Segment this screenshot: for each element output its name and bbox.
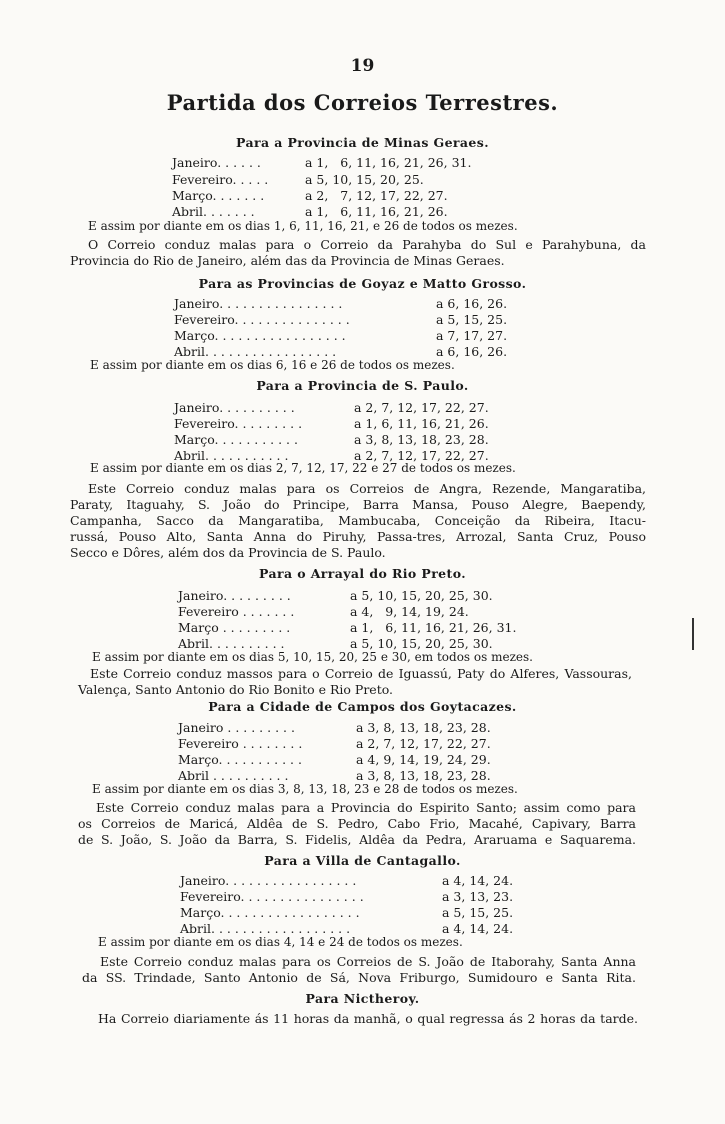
schedule-note: E assim por diante em os dias 5, 10, 15, 20, 25 e 30, em todos os mezes. [92, 650, 533, 664]
heading-minas-geraes: Para a Provincia de Minas Geraes. [236, 135, 489, 150]
paragraph-line: Este Correio conduz malas para os Correios de S. João de Itaborahy, Santa Anna [100, 954, 636, 969]
schedule-note: E assim por diante em os dias 6, 16 e 26 de todos os mezes. [90, 358, 455, 372]
page-number: 19 [350, 56, 375, 76]
book-page: 19 Partida dos Correios Terrestres. Para a Provincia de Minas Geraes. Janeiro. . . . . . a 1, 6, 11, 16, 21, 26, 31. Fevereiro. . . . . a 5, 10, 15, 20, 25. Março. . . . . . . a 2, 7, 12, 17, 22, 27. Abril. . . . . . . a 1, 6, 11, 16, 21, 26. E assim por diante em os dias 1, 6, 11, 16, 21, e 26 de todos os mezes. O Correio conduz malas para o Correio da Parahyba do Sul e Parahybuna, da Provincia do Rio de Janeiro, além das da Provincia de Minas Geraes. Para as Provincias de Goyaz e Matto Grosso. Janeiro. . . . . . . . . . . . . . . . a 6, 16, 26. Fevereiro. . . . . . . . . . . . . . . a 5, 15, 25. Março. . . . . . . . . . . . . . . . . a 7, 17, 27. Abril. . . . . . . . . . . . . . . . . a 6, 16, 26. E assim por diante em os dias 6, 16 e 26 de todos os mezes. Para a Provincia de S. Paulo. Janeiro. . . . . . . . . . a 2, 7, 12, 17, 22, 27. Fevereiro. . . . . . . . . a 1, 6, 11, 16, 21, 26. Março. . . . . . . . . . . a 3, 8, 13, 18, 23, 28. Abril. . . . . . . . . . . a 2, 7, 12, 17, 22, 27. E assim por diante em os dias 2, 7, 12, 17, 22 e 27 de todos os mezes. Este Correio conduz malas para os Correios de Angra, Rezende, Mangaratiba, Paraty, Itaguahy, S. João do Principe, Barra Mansa, Pouso Alegre, Baependy, Campanha, Sacco da Mangaratiba, Mambucaba, Conceição da Ribeira, Itacu- russá, Pouso Alto, Santa Anna do Piruhy, Passa-tres, Arrozal, Santa Cruz, Pouso Secco e Dôres, além dos da Provincia de S. Paulo. Para o Arrayal do Rio Preto. Janeiro. . . . . . . . . a 5, 10, 15, 20, 25, 30. Fevereiro . . . . . . . a 4, 9, 14, 19, 24. Março . . . . . . . . . a 1, 6, 11, 16, 21, 26, 31. Abril. . . . . . . . . . a 5, 10, 15, 20, 25, 30. E assim por diante em os dias 5, 10, 15, 20, 25 e 30, em todos os mezes. Este Correio conduz massos para o Correio de Iguassú, Paty do Alferes, Vassouras, Valença, Santo Antonio do Rio Bonito e Rio Preto. Para a Cidade de Campos dos Goytacazes. Janeiro . . . . . . . . . a 3, 8, 13, 18, 23, 28. Fevereiro . . . . . . . . a 2, 7, 12, 17, 22, 27. Março. . . . . . . . . . . a 4, 9, 14, 19, 24, 29. Abril . . . . . . . . . . a 3, 8, 13, 18, 23, 28. E assim por diante em os dias 3, 8, 13, 18, 23 e 28 de todos os mezes. Este Correio conduz malas para a Provincia do Espirito Santo; assim como para os Correios de Maricá, Aldêa de S. Pedro, Cabo Frio, Macahé, Capivary, Barra de S. João, S. João da Barra, S. Fidelis, Aldêa da Pedra, Araruama e Saquarema. Para a Villa de Cantagallo. Janeiro. . . . . . . . . . . . . . . . . a 4, 14, 24. Fevereiro. . . . . . . . . . . . . . . . a 3, 13, 23. Março. . . . . . . . . . . . . . . . . . a 5, 15, 25. Abril. . . . . . . . . . . . . . . . . . a 4, 14, 24. E assim por diante em os dias 4, 14 e 24 de todos os mezes. Este Correio conduz malas para os Correios de S. João de Itaborahy, Santa Anna da SS. Trindade, Santo Antonio de Sá, Nova Friburgo, Sumidouro e Santa Rita. Para Nictheroy. Ha Correio diariamente ás 11 horas da manhã, o qual regressa ás 2 horas da tarde. [0, 0, 725, 1124]
schedule-note: E assim por diante em os dias 1, 6, 11, 16, 21, e 26 de todos os mezes. [88, 219, 518, 233]
paragraph-line: Este Correio conduz malas para a Provincia do Espirito Santo; assim como para [96, 800, 636, 815]
paragraph-line: Paraty, Itaguahy, S. João do Principe, Barra Mansa, Pouso Alegre, Baependy, [70, 497, 646, 512]
paragraph-line: Ha Correio diariamente ás 11 horas da manhã, o qual regressa ás 2 horas da tarde. [98, 1011, 638, 1026]
paragraph-line: da SS. Trindade, Santo Antonio de Sá, Nova Friburgo, Sumidouro e Santa Rita. [82, 970, 636, 985]
heading-sao-paulo: Para a Provincia de S. Paulo. [256, 378, 469, 393]
paragraph-line: O Correio conduz malas para o Correio da Parahyba do Sul e Parahybuna, da [88, 237, 646, 252]
margin-mark [692, 618, 694, 650]
heading-nictheroy: Para Nictheroy. [305, 991, 420, 1006]
paragraph-line: os Correios de Maricá, Aldêa de S. Pedro, Cabo Frio, Macahé, Capivary, Barra [78, 816, 636, 831]
heading-goyaz-matto-grosso: Para as Provincias de Goyaz e Matto Grosso. [198, 276, 527, 291]
paragraph-line: Este Correio conduz massos para o Correio de Iguassú, Paty do Alferes, Vassouras, [90, 666, 632, 681]
schedule-note: E assim por diante em os dias 4, 14 e 24 de todos os mezes. [98, 935, 463, 949]
paragraph-line: Secco e Dôres, além dos da Provincia de S. Paulo. [70, 545, 386, 560]
paragraph-line: Provincia do Rio de Janeiro, além das da Provincia de Minas Geraes. [70, 253, 505, 268]
paragraph-line: Este Correio conduz malas para os Correios de Angra, Rezende, Mangaratiba, [88, 481, 646, 496]
paragraph-line: Campanha, Sacco da Mangaratiba, Mambucaba, Conceição da Ribeira, Itacu- [70, 513, 646, 528]
paragraph-line: Valença, Santo Antonio do Rio Bonito e Rio Preto. [78, 682, 393, 697]
heading-campos-goytacazes: Para a Cidade de Campos dos Goytacazes. [208, 699, 517, 714]
page-title: Partida dos Correios Terrestres. [166, 90, 559, 115]
heading-rio-preto: Para o Arrayal do Rio Preto. [259, 566, 466, 581]
schedule-note: E assim por diante em os dias 3, 8, 13, 18, 23 e 28 de todos os mezes. [92, 782, 518, 796]
paragraph-line: russá, Pouso Alto, Santa Anna do Piruhy, Passa-tres, Arrozal, Santa Cruz, Pouso [70, 529, 646, 544]
heading-cantagallo: Para a Villa de Cantagallo. [264, 853, 461, 868]
paragraph-line: de S. João, S. João da Barra, S. Fidelis, Aldêa da Pedra, Araruama e Saquarema. [78, 832, 636, 847]
schedule-note: E assim por diante em os dias 2, 7, 12, 17, 22 e 27 de todos os mezes. [90, 461, 516, 475]
